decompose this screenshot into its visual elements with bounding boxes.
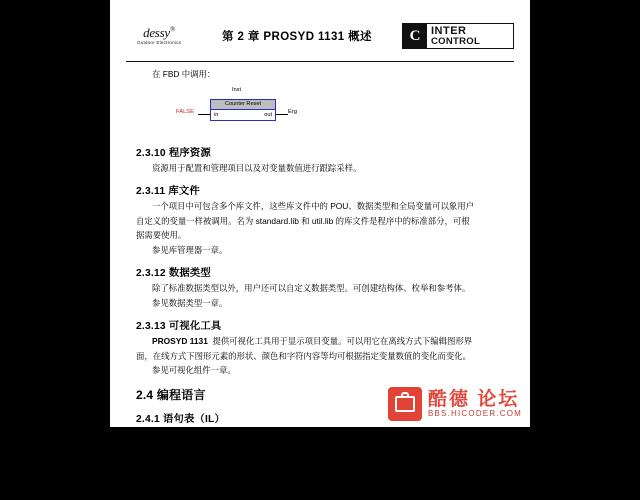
fbd-port-in: in [214,112,219,119]
fbd-wire-input [198,114,210,115]
intercontrol-logo-words [427,26,513,47]
section-heading-2-3-12 [136,264,504,279]
section-number: 2.3.10 [136,148,166,160]
fbd-output-value: Erg [288,109,298,116]
document-page [110,0,530,498]
section-number: 2.4 [136,388,154,403]
watermark-text [428,390,522,419]
section-heading-2-3-13 [136,317,504,332]
section-title: 库文件 [168,186,200,198]
section-title: 程序资源 [168,148,211,160]
section-title: 编程语言 [156,388,206,403]
paragraph-rest: 提供可视化工具用于显示项目变量。可以用它在离线方式下编辑图形界 [210,336,473,347]
intercontrol-logo-badge: C [403,24,427,48]
section-number: 2.3.13 [136,321,166,333]
publisher-logo-brand-text: dessy [143,25,170,41]
section-number: 2.3.11 [136,186,166,198]
paragraph: 语句表是即(IL)包含了一系列的指令。每条指令占一行，包含一个运算符，根据运算功能 [152,429,475,440]
fbd-block [210,99,276,121]
diagram-caption-wrap [136,68,504,81]
fbd-block-title: Counter Reset [211,100,275,110]
section-title: 可视化工具 [168,321,222,333]
fbd-port-out: out [264,112,272,119]
section-title: 数据类型 [168,268,211,280]
product-name: PROSYD 1131 [152,336,208,347]
paragraph [136,335,504,348]
intercontrol-logo [402,23,514,49]
paragraph: 指令之前会有一个识别标志（标签）和一个冒号（：）。 [152,458,353,469]
publisher-logo-brand [143,26,175,40]
page-header [126,14,514,58]
header-divider [126,61,514,62]
publisher-logo [126,26,192,45]
paragraph: 例如： [152,487,178,498]
fbd-diagram [136,85,504,137]
section-number: 2.3.12 [136,268,166,280]
intercontrol-logo-word-1: INTER [431,24,467,37]
fbd-block-ports [211,110,275,120]
paragraph: 参见可视化组件一章。 [152,364,236,375]
section-heading-2-3-10 [136,144,504,159]
paragraph: 自定义的变量一样被调用。名为 standard.lib 和 util.lib 的库文件是程序中的标准部分，可根 [136,215,470,226]
diagram-caption: 在 FBD 中调用： [152,69,216,79]
fbd-wire-output [276,114,288,115]
paragraph: 面，在线方式下图形元素的形状、颜色和字符内容等均可根据指定变量数值的变化而变化。 [136,350,471,361]
section-heading-2-3-11 [136,182,504,197]
fbd-input-value: FALSE [176,109,195,116]
paragraph: 一个项目中可包含多个库文件，这些库文件中的 POU、数据类型和全局变量可以象用户 [152,201,474,212]
paragraph: 参见数据类型一章。 [152,297,228,308]
watermark [388,387,522,421]
paragraph: 注释文字放在一行的最后。指令行之间可以插入空行。 [152,472,353,483]
watermark-url: BBS.HICODER.COM [427,409,522,419]
section-number: 2.4.1 [136,414,160,426]
fbd-instance-label: Inst [232,87,242,94]
page-body [136,144,504,500]
paragraph: 除了标准数据类型以外，用户还可以自定义数据类型。可创建结构体、枚举和参考体。 [152,283,471,294]
publisher-logo-subtitle: Outdoor Electronics [136,39,182,45]
section-title: 语句表（IL） [162,414,226,426]
paragraph: 的不同还会含有一个或多个运算数，运算数之间用逗号隔开。 [136,443,363,454]
intercontrol-logo-word-2: CONTROL [431,35,481,47]
watermark-title: 酷德 论坛 [427,388,520,410]
page-title: 第 2 章 PROSYD 1131 概述 [222,31,372,43]
paragraph: 参见库管理器一章。 [152,244,228,255]
paragraph: 资源用于配置和管理项目以及对变量数值进行跟踪采样。 [152,163,362,174]
watermark-logo-icon [388,387,422,421]
paragraph: 据需要使用。 [136,230,187,241]
publisher-logo-brand-superscript: ® [169,25,175,34]
